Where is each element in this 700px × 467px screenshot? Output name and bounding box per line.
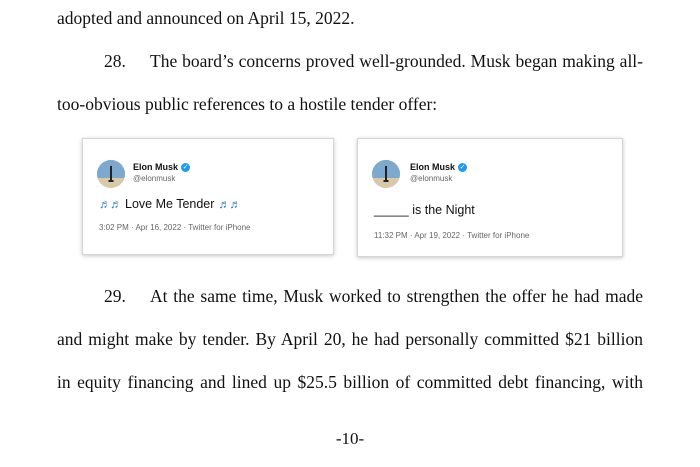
tweet-card-is-the-night — [357, 138, 623, 257]
tweet-author-name: Elon Musk ✓ — [410, 162, 466, 172]
verified-badge-icon: ✓ — [459, 163, 466, 171]
paragraph-number-28: 28. — [104, 51, 126, 71]
tweet-card-love-me-tender — [82, 138, 334, 255]
paragraph-28-line-2: too-obvious public references to a hostile tender offer: — [57, 94, 438, 114]
paragraph-number-29: 29. — [104, 286, 126, 306]
paragraph-29-line-2: and might make by tender. By April 20, he had personally committed $21 billion — [57, 329, 643, 349]
tweet-timestamp: 11:32 PM · Apr 19, 2022 · Twitter for iPhone — [374, 231, 530, 240]
tweet-text — [374, 203, 475, 217]
paragraph-29-line-3: in equity financing and lined up $25.5 billion of committed debt financing, with — [57, 372, 643, 392]
tweet-text — [99, 197, 240, 211]
paragraph-29-line-1: At the same time, Musk worked to strengthen the offer he had made — [150, 286, 643, 306]
tweet-text-content: Love Me Tender — [125, 197, 215, 211]
tweet-author-handle: @elonmusk — [410, 174, 453, 183]
page-number: -10- — [335, 429, 365, 448]
tweet-author-handle: @elonmusk — [133, 174, 176, 183]
tweet-timestamp: 3:02 PM · Apr 16, 2022 · Twitter for iPhone — [99, 223, 251, 232]
tweet-text-content: _____ is the Night — [374, 203, 475, 217]
avatar — [97, 160, 125, 188]
text-line-adopted: adopted and announced on April 15, 2022. — [57, 8, 355, 28]
avatar — [372, 160, 400, 188]
music-notes-icon: ♬♬ — [218, 197, 241, 211]
music-notes-icon: ♬♬ — [99, 197, 121, 211]
paragraph-28-line-1: The board’s concerns proved well-grounded. Musk began making all- — [150, 51, 643, 71]
tweet-author-name: Elon Musk ✓ — [133, 162, 189, 172]
verified-badge-icon: ✓ — [182, 163, 189, 171]
